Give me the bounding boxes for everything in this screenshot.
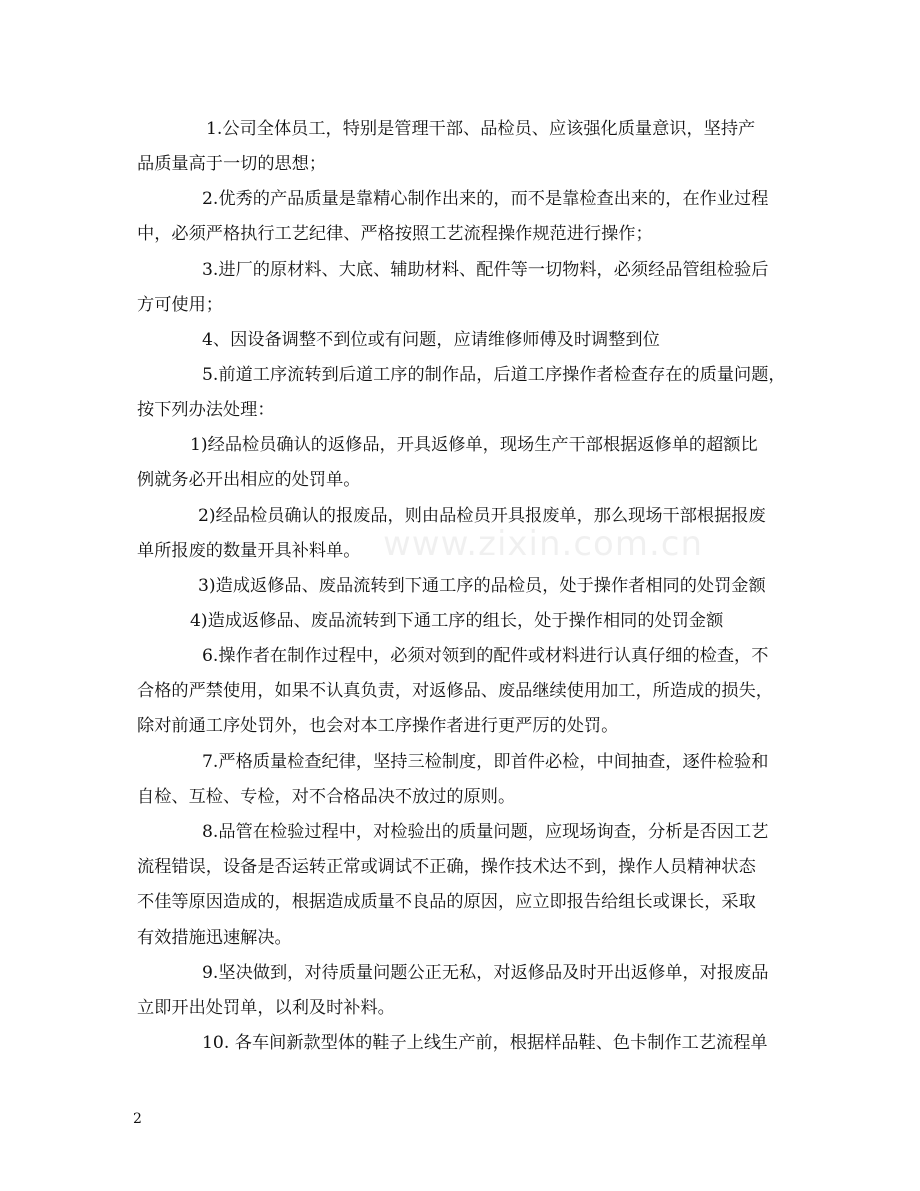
- paragraph-2-line-1: 2.优秀的产品质量是靠精心制作出来的，而不是靠检查出来的，在作业过程: [202, 189, 769, 209]
- paragraph-7-line-1: 7.严格质量检查纪律，坚持三检制度，即首件必检，中间抽查，逐件检验和: [202, 752, 769, 772]
- subitem-2-line-1: 2)经品检员确认的报废品，则由品检员开具报废单，那么现场干部根据报废: [198, 506, 766, 526]
- paragraph-6-line-3: 除对前通工序处罚外，也会对本工序操作者进行更严厉的处罚。: [137, 716, 619, 736]
- paragraph-9-line-1: 9.坚决做到，对待质量问题公正无私，对返修品及时开出返修单，对报废品: [202, 963, 769, 983]
- subitem-3-line-1: 3)造成返修品、废品流转到下通工序的品检员，处于操作者相同的处罚金额: [198, 576, 766, 596]
- paragraph-8-line-1: 8.品管在检验过程中，对检验出的质量问题，应现场询查，分析是否因工艺: [202, 822, 769, 842]
- paragraph-1-line-2: 品质量高于一切的思想；: [137, 154, 327, 174]
- page-number: 2: [133, 1111, 142, 1127]
- paragraph-10-line-1: 10. 各车间新款型体的鞋子上线生产前，根据样品鞋、色卡制作工艺流程单: [202, 1033, 768, 1053]
- paragraph-2-line-2: 中，必须严格执行工艺纪律、严格按照工艺流程操作规范进行操作；: [137, 224, 653, 244]
- paragraph-9-line-2: 立即开出处罚单，以利及时补料。: [137, 998, 395, 1018]
- paragraph-4-line-1: 4、因设备调整不到位或有问题，应请维修师傅及时调整到位: [202, 330, 660, 350]
- paragraph-8-line-2: 流程错误，设备是否运转正常或调试不正确，操作技术达不到，操作人员精神状态: [137, 857, 756, 877]
- subitem-2-line-2: 单所报废的数量开具补料单。: [137, 541, 361, 561]
- paragraph-3-line-2: 方可使用；: [137, 295, 223, 315]
- paragraph-6-line-1: 6.操作者在制作过程中，必须对领到的配件或材料进行认真仔细的检查，不: [202, 646, 769, 666]
- subitem-1-line-1: 1)经品检员确认的返修品，开具返修单，现场生产干部根据返修单的超额比: [190, 435, 758, 455]
- paragraph-8-line-4: 有效措施迅速解决。: [137, 928, 292, 948]
- subitem-4-line-1: 4)造成返修品、废品流转到下通工序的组长，处于操作相同的处罚金额: [190, 611, 724, 631]
- watermark: www.zixin.com.cn: [383, 524, 703, 564]
- paragraph-7-line-2: 自检、互检、专检，对不合格品决不放过的原则。: [137, 787, 516, 807]
- paragraph-6-line-2: 合格的严禁使用，如果不认真负责，对返修品、废品继续使用加工，所造成的损失，: [137, 681, 773, 701]
- paragraph-5-line-2: 按下列办法处理：: [137, 400, 275, 420]
- paragraph-3-line-1: 3.进厂的原材料、大底、辅助材料、配件等一切物料，必须经品管组检验后: [202, 260, 769, 280]
- subitem-1-line-2: 例就务必开出相应的处罚单。: [137, 470, 361, 490]
- paragraph-5-line-1: 5.前道工序流转到后道工序的制作品，后道工序操作者检查存在的质量问题，: [202, 365, 786, 385]
- paragraph-8-line-3: 不佳等原因造成的，根据造成质量不良品的原因，应立即报告给组长或课长，采取: [137, 892, 756, 912]
- paragraph-1-line-1: 1.公司全体员工，特别是管理干部、品检员、应该强化质量意识，坚持产: [206, 119, 756, 139]
